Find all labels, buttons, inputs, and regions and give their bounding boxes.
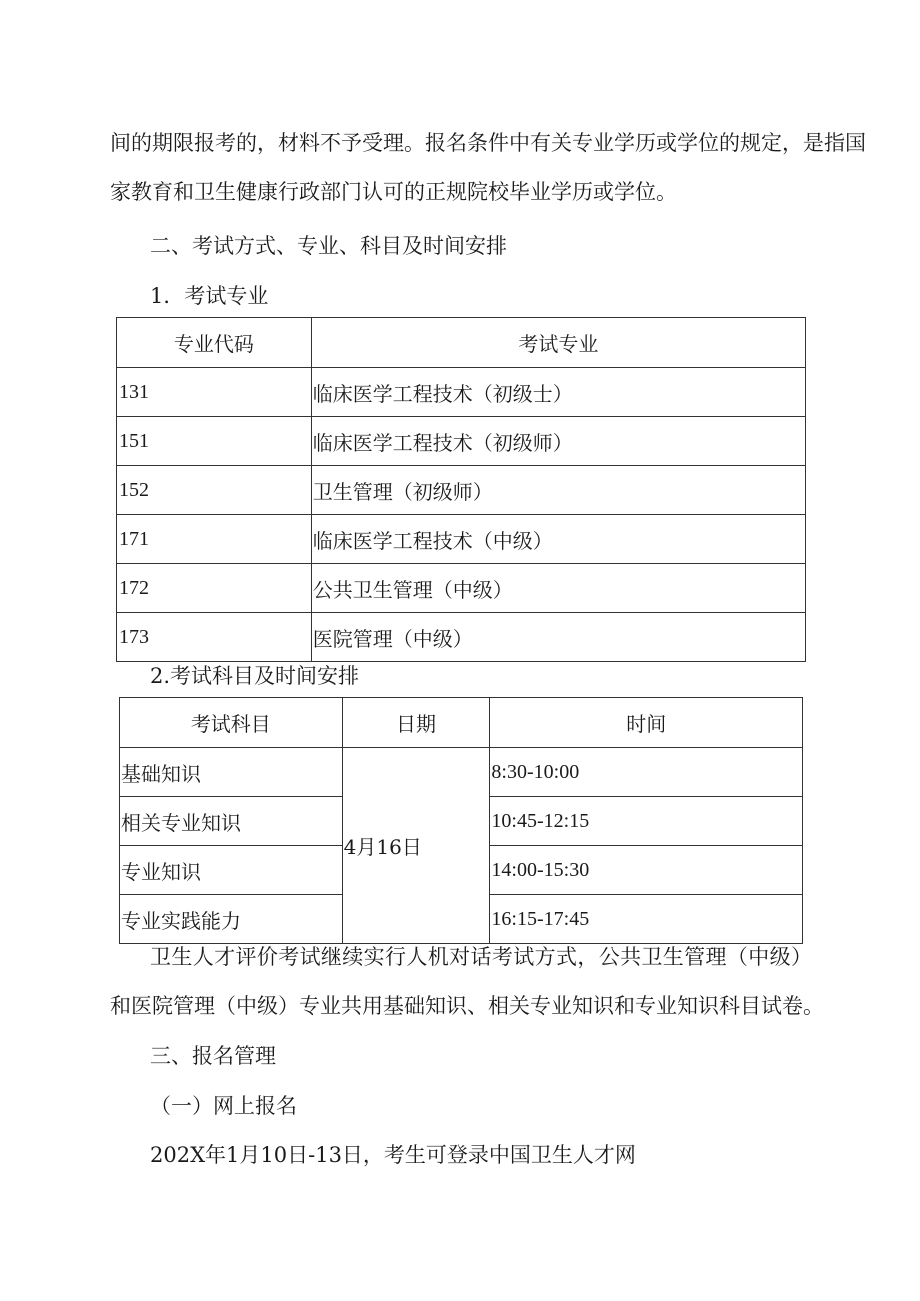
table-row — [117, 368, 806, 417]
table-header: 日期 — [342, 698, 490, 748]
exam-time: 8:30-10:00 — [490, 748, 803, 797]
section-heading: 三、报名管理 — [150, 1044, 276, 1068]
table-row — [120, 748, 803, 797]
exam-specialty-table — [116, 317, 806, 662]
paragraph-line: 卫生人才评价考试继续实行人机对话考试方式，公共卫生管理（中级） — [150, 945, 812, 969]
specialty-name: 医院管理（中级） — [311, 613, 805, 662]
paragraph-line: 间的期限报考的，材料不予受理。报名条件中有关专业学历或学位的规定，是指国 — [110, 131, 866, 155]
specialty-code: 173 — [117, 613, 312, 662]
subject-name: 专业实践能力 — [120, 895, 343, 944]
subsection-heading: 2.考试科目及时间安排 — [150, 664, 360, 688]
section-heading: 二、考试方式、专业、科目及时间安排 — [150, 234, 507, 258]
exam-date: 4月16日 — [342, 748, 490, 944]
specialty-name: 公共卫生管理（中级） — [311, 564, 805, 613]
subject-name: 基础知识 — [120, 748, 343, 797]
table-row — [117, 466, 806, 515]
table-header: 考试专业 — [311, 318, 805, 368]
table-row — [117, 417, 806, 466]
exam-time: 10:45-12:15 — [490, 797, 803, 846]
specialty-name: 临床医学工程技术（初级士） — [311, 368, 805, 417]
table-row — [117, 564, 806, 613]
exam-schedule-table — [119, 697, 803, 944]
table-row — [117, 613, 806, 662]
specialty-code: 152 — [117, 466, 312, 515]
exam-time: 16:15-17:45 — [490, 895, 803, 944]
specialty-code: 151 — [117, 417, 312, 466]
specialty-name: 临床医学工程技术（中级） — [311, 515, 805, 564]
table-header: 考试科目 — [120, 698, 343, 748]
subsection-heading: （一）网上报名 — [150, 1094, 297, 1118]
exam-time: 14:00-15:30 — [490, 846, 803, 895]
specialty-code: 172 — [117, 564, 312, 613]
subject-name: 专业知识 — [120, 846, 343, 895]
table-header: 时间 — [490, 698, 803, 748]
paragraph-line: 家教育和卫生健康行政部门认可的正规院校毕业学历或学位。 — [110, 180, 677, 204]
specialty-code: 131 — [117, 368, 312, 417]
table-row — [117, 515, 806, 564]
specialty-code: 171 — [117, 515, 312, 564]
table-header: 专业代码 — [117, 318, 312, 368]
specialty-name: 卫生管理（初级师） — [311, 466, 805, 515]
specialty-name: 临床医学工程技术（初级师） — [311, 417, 805, 466]
subsection-heading: 1．考试专业 — [150, 284, 269, 308]
paragraph-line: 202X年1月10日-13日，考生可登录中国卫生人才网 — [150, 1143, 636, 1167]
subject-name: 相关专业知识 — [120, 797, 343, 846]
paragraph-line: 和医院管理（中级）专业共用基础知识、相关专业知识和专业知识科目试卷。 — [110, 994, 824, 1018]
